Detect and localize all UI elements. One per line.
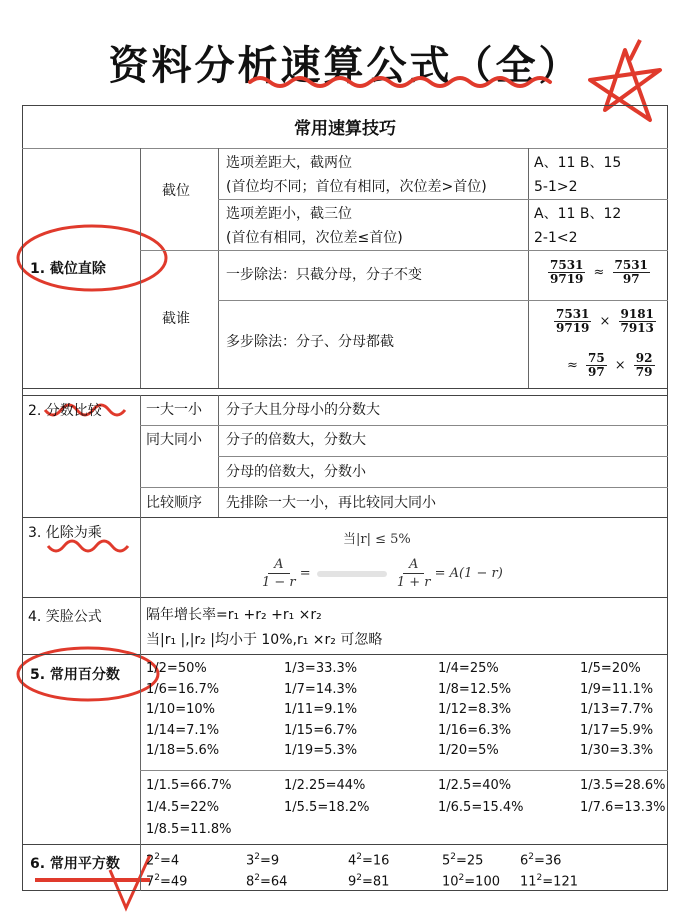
percent-item: 1/7=14.3% bbox=[284, 681, 358, 697]
square-item: $6^2=36$ bbox=[520, 852, 562, 869]
square-item: $2^2=4$ bbox=[146, 852, 180, 869]
percent-item: 1/30=3.3% bbox=[580, 743, 654, 758]
percent-item: 1/3.5=28.6% bbox=[580, 778, 666, 793]
percent-item: 1/12=8.3% bbox=[438, 702, 512, 717]
square-item: $5^2=25$ bbox=[442, 852, 484, 869]
percent-item: 1/3=33.3% bbox=[284, 661, 358, 676]
percent-item: 1/7.6=13.3% bbox=[580, 800, 666, 815]
rule-note: (首位有相同，次位差≤首位) bbox=[226, 230, 403, 246]
square-item: $10^2=100$ bbox=[442, 873, 500, 890]
formula-multi-step-2: ≈ $\frac{75}{97}$ × $\frac{92}{79}$ bbox=[567, 351, 653, 379]
example-note: 5-1>2 bbox=[534, 179, 578, 195]
rule-text: 分子大且分母小的分数大 bbox=[226, 402, 380, 418]
percent-item: 1/5.5=18.2% bbox=[284, 800, 370, 815]
square-item: $7^2=49$ bbox=[146, 873, 188, 890]
rule-text: 分母的倍数大，分数小 bbox=[226, 464, 366, 480]
percent-item: 1/9=11.1% bbox=[580, 681, 654, 697]
section-label-6: 6. 常用平方数 bbox=[30, 856, 120, 872]
example-note: 2-1<2 bbox=[534, 230, 578, 246]
rule-key: 同大同小 bbox=[146, 432, 202, 448]
percent-item: 1/17=5.9% bbox=[580, 722, 654, 738]
percent-item: 1/20=5% bbox=[438, 743, 499, 758]
section-label-4: 4. 笑脸公式 bbox=[28, 609, 102, 625]
formula-text: 隔年增长率=r₁ +r₂ +r₁ ×r₂ bbox=[146, 607, 322, 623]
rule-key: 比较顺序 bbox=[146, 495, 202, 511]
rule-note: (首位均不同；首位有相同，次位差>首位) bbox=[226, 179, 487, 195]
formula-note: 当|r₁ |,|r₂ |均小于 10%,r₁ ×r₂ 可忽略 bbox=[146, 632, 383, 648]
section-label-2: 2. 分数比较 bbox=[28, 403, 102, 419]
formula-multi-step-1: $\frac{7531}{9719}$ × $\frac{9181}{7913}$ bbox=[556, 307, 654, 335]
square-item: $9^2=81$ bbox=[348, 873, 390, 890]
formula-one-step: $\frac{7531}{9719}$ ≈ $\frac{7531}{97}$ bbox=[550, 258, 648, 286]
rule-text: 先排除一大一小，再比较同大同小 bbox=[226, 495, 436, 511]
percent-item: 1/1.5=66.7% bbox=[146, 778, 232, 793]
rule-text: 分子的倍数大，分数大 bbox=[226, 432, 366, 448]
square-item: $4^2=16$ bbox=[348, 852, 390, 869]
percent-item: 1/2.5=40% bbox=[438, 778, 512, 793]
percent-item: 1/19=5.3% bbox=[284, 743, 358, 758]
percent-item: 1/4=25% bbox=[438, 661, 499, 676]
percent-item: 1/14=7.1% bbox=[146, 722, 220, 738]
percent-item: 1/11=9.1% bbox=[284, 702, 358, 717]
division-formula: $\frac{A}{1 - r}$ = $\frac{A}{1 + r}$ = A(1 − r) bbox=[262, 557, 503, 590]
square-item: $3^2=9$ bbox=[246, 852, 280, 869]
section-label-3: 3. 化除为乘 bbox=[28, 525, 102, 541]
square-item: $11^2=121$ bbox=[520, 873, 578, 890]
example-text: A、11 B、15 bbox=[534, 155, 622, 171]
condition-text: 当|r| ≤ 5% bbox=[343, 532, 411, 547]
percent-item: 1/8.5=11.8% bbox=[146, 822, 232, 837]
rule-key: 一大一小 bbox=[146, 402, 202, 418]
example-text: A、11 B、12 bbox=[534, 206, 622, 222]
rule-text: 选项差距大，截两位 bbox=[226, 155, 352, 171]
percent-item: 1/4.5=22% bbox=[146, 800, 220, 815]
percent-item: 1/16=6.3% bbox=[438, 722, 512, 738]
section-label-5: 5. 常用百分数 bbox=[30, 667, 120, 683]
rule-text: 多步除法：分子、分母都截 bbox=[226, 334, 394, 350]
percent-item: 1/10=10% bbox=[146, 702, 215, 717]
percent-item: 1/2=50% bbox=[146, 661, 207, 676]
sub-label-jieshui: 截谁 bbox=[162, 311, 190, 327]
section-label-1: 1. 截位直除 bbox=[30, 261, 106, 277]
percent-item: 1/6=16.7% bbox=[146, 681, 220, 697]
percent-item: 1/2.25=44% bbox=[284, 778, 366, 793]
rule-text: 一步除法：只截分母，分子不变 bbox=[226, 267, 422, 283]
percent-item: 1/13=7.7% bbox=[580, 702, 654, 717]
table-header: 常用速算技巧 bbox=[294, 119, 396, 139]
square-item: $8^2=64$ bbox=[246, 873, 288, 890]
percent-item: 1/6.5=15.4% bbox=[438, 800, 524, 815]
percent-item: 1/8=12.5% bbox=[438, 681, 512, 697]
percent-item: 1/5=20% bbox=[580, 661, 641, 676]
rule-text: 选项差距小，截三位 bbox=[226, 206, 352, 222]
sub-label-jiewei: 截位 bbox=[162, 183, 190, 199]
page-title: 资料分析速算公式（全） bbox=[108, 43, 582, 89]
percent-item: 1/18=5.6% bbox=[146, 743, 220, 758]
percent-item: 1/15=6.7% bbox=[284, 722, 358, 738]
